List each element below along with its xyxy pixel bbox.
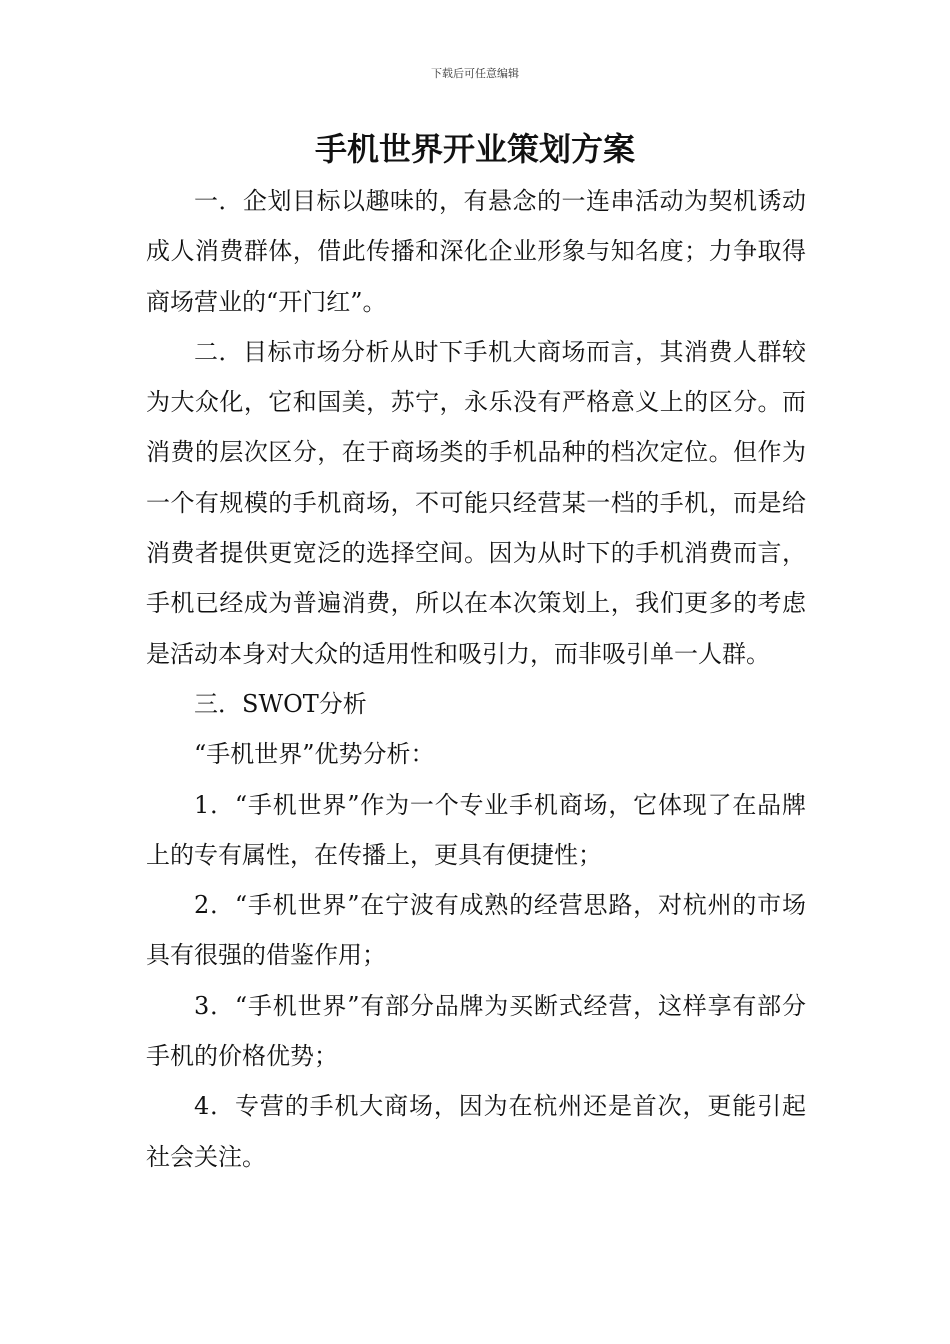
paragraph-strength-1: 1．“手机世界”作为一个专业手机商场，它体现了在品牌上的专有属性，在传播上，更具有便捷性； (146, 790, 806, 869)
paragraph-strength-3: 3．“手机世界”有部分品牌为买断式经营，这样享有部分手机的价格优势； (146, 991, 806, 1071)
paragraph-strength-2: 2．“手机世界”在宁波有成熟的经营思路，对杭州的市场具有很强的借鉴作用； (146, 891, 806, 970)
paragraph-market-analysis: 二．目标市场分析从时下手机大商场而言，其消费人群较为大众化，它和国美，苏宁，永乐没有严格意义上的区分。而消费的层次区分，在于商场类的手机品种的档次定位。但作为一个有规模的手机商场，不可能只经营某一档的手机，而是给消费者提供更宽泛的选择空间。因为从时下的手机消费而言，手机已经成为普遍消费，所以在本次策划上，我们更多的考虑是活动本身对大众的适用性和吸引力，而非吸引单一人群。 (146, 337, 806, 668)
document-body (146, 176, 806, 1182)
paragraph-strength-4: 4．专营的手机大商场，因为在杭州还是首次，更能引起社会关注。 (146, 1092, 806, 1171)
paragraph-swot-heading: 三．SWOT分析 (194, 689, 367, 718)
paragraph-strengths-heading: “手机世界”优势分析： (194, 740, 435, 769)
paragraph-objective: 一．企划目标以趣味的，有悬念的一连串活动为契机诱动成人消费群体，借此传播和深化企业形象与知名度；力争取得商场营业的“开门红”。 (146, 187, 806, 316)
document-title: 手机世界开业策划方案 (314, 130, 635, 168)
page-header-note: 下载后可任意编辑 (431, 67, 519, 80)
